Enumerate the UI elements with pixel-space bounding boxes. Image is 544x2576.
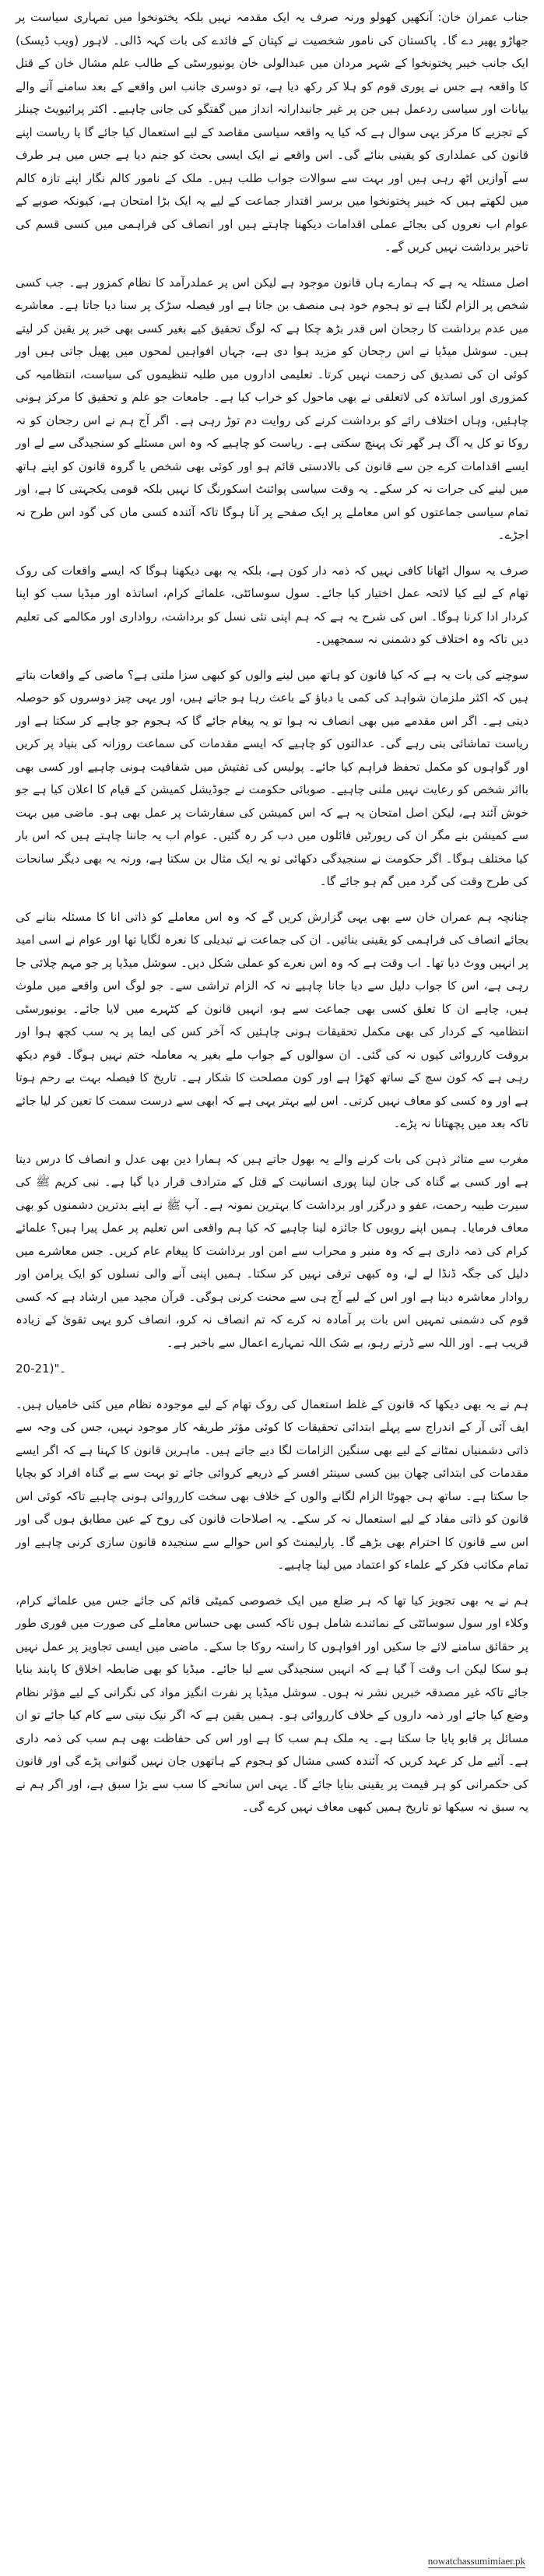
paragraph-7: ہم نے یہ بھی دیکھا کہ قانون کے غلط استعمال کی روک تھام کے لیے موجودہ نظام میں کئی خامیاں ہیں۔ ایف آئی آر کے اندراج سے پہلے ابتدائی تحقیقات کا کوئی مؤثر طریقہ کار موجود نہیں، جس کی وجہ سے ذاتی دشمنیاں نمٹانے کے لیے بھی سنگین الزامات لگا دیے جاتے ہیں۔ ماہرین قانون کا کہنا ہے کہ اگر ایسے مقدمات کی ابتدائی چھان بین کسی سینئر افسر کے ذریعے کروائی جائے تو بہت سے بے گناہ افراد کو بچایا جا سکتا ہے۔ ساتھ ہی جھوٹا الزام لگانے والوں کے خلاف بھی سخت کارروائی ہونی چاہیے تاکہ کوئی اس قانون کو ذاتی مفاد کے لیے استعمال نہ کر سکے۔ یہ اصلاحات قانون کی روح کے عین مطابق ہوں گی اور اس سے قانون کا احترام بھی بڑھے گا۔ پارلیمنٹ کو اس حوالے سے سنجیدہ قانون سازی کرنی چاہیے اور تمام مکاتب فکر کے علماء کو اعتماد میں لینا چاہیے۔ xyxy=(16,1397,528,1572)
paragraph-4: سوچنے کی بات یہ ہے کہ کیا قانون کو ہاتھ میں لینے والوں کو کبھی سزا ملتی ہے؟ ماضی کے واقعات بتاتے ہیں کہ اکثر ملزمان شواہد کی کمی یا دباؤ کے باعث رہا ہو جاتے ہیں، اور یہی چیز دوسروں کو حوصلہ دیتی ہے۔ اگر اس مقدمے میں بھی انصاف نہ ہوا تو یہ پیغام جائے گا کہ ہجوم جو چاہے کر سکتا ہے اور ریاست تماشائی بنی رہے گی۔ عدالتوں کو چاہیے کہ ایسے مقدمات کی سماعت روزانہ کی بنیاد پر کریں اور گواہوں کو مکمل تحفظ فراہم کیا جائے۔ پولیس کی تفتیش میں شفافیت ہونی چاہیے اور کسی بھی بااثر شخص کو رعایت نہیں ملنی چاہیے۔ صوبائی حکومت نے جوڈیشل کمیشن کے قیام کا اعلان کیا ہے جو خوش آئند ہے، لیکن اصل امتحان یہ ہے کہ اس کمیشن کی سفارشات پر عمل بھی ہو۔ ماضی میں بہت سے کمیشن بنے مگر ان کی رپورٹیں فائلوں میں دب کر رہ گئیں۔ عوام اب یہ جاننا چاہتے ہیں کہ اس بار کیا مختلف ہوگا۔ اگر حکومت نے سنجیدگی دکھائی تو یہ ایک مثال بن سکتا ہے، ورنہ یہ بھی دیگر سانحات کی طرح وقت کی گرد میں گم ہو جائے گا۔ xyxy=(16,667,528,888)
paragraph-6: مغرب سے متاثر ذہن کی بات کرنے والے یہ بھول جاتے ہیں کہ ہمارا دین بھی عدل و انصاف کا درس دیتا ہے اور کسی بے گناہ کی جان لینا پوری انسانیت کے قتل کے مترادف قرار دیا گیا ہے۔ نبی کریم ﷺ کی سیرت طیبہ رحمت، عفو و درگزر اور برداشت کا بہترین نمونہ ہے۔ آپ ﷺ نے اپنے بدترین دشمنوں کو بھی معاف فرمایا۔ ہمیں اپنے رویوں کا جائزہ لینا چاہیے کہ کیا ہم واقعی اس تعلیم پر عمل پیرا ہیں؟ علمائے کرام کی ذمہ داری ہے کہ وہ منبر و محراب سے امن اور برداشت کا پیغام عام کریں۔ جس معاشرے میں دلیل کی جگہ ڈنڈا لے لے، وہ کبھی ترقی نہیں کر سکتا۔ ہمیں اپنی آنے والی نسلوں کو ایک پرامن اور روادار معاشرہ دینا ہے اور اس کے لیے آج ہی سے محنت کرنی ہوگی۔ قرآن مجید میں ارشاد ہے کہ کسی قوم کی دشمنی تمہیں اس بات پر آمادہ نہ کرے کہ تم انصاف نہ کرو، انصاف کرو یہی تقویٰ کے زیادہ قریب ہے۔ اور اللہ سے ڈرتے رہو، بے شک اللہ تمہارے اعمال سے باخبر ہے۔ xyxy=(16,1151,528,1350)
paragraph-5: چنانچہ ہم عمران خان سے بھی یہی گزارش کریں گے کہ وہ اس معاملے کو ذاتی انا کا مسئلہ بنانے کی بجائے انصاف کی فراہمی کو یقینی بنائیں۔ ان کی جماعت نے تبدیلی کا نعرہ لگایا تھا اور عوام نے اسی امید پر انہیں ووٹ دیا تھا۔ اب وقت ہے کہ وہ اس نعرے کو عملی شکل دیں۔ سوشل میڈیا پر جو مہم چلائی جا رہی ہے، اس کا جواب دلیل سے دیا جانا چاہیے نہ کہ الزام تراشی سے۔ جو لوگ اس واقعے میں ملوث ہیں، چاہے ان کا تعلق کسی بھی جماعت سے ہو، انہیں قانون کے کٹہرے میں لایا جائے۔ یونیورسٹی انتظامیہ کے کردار کی بھی مکمل تحقیقات ہونی چاہئیں کہ آخر کس کی ایما پر یہ سب کچھ ہوا اور بروقت کارروائی کیوں نہ کی گئی۔ ان سوالوں کے جواب ملے بغیر یہ معاملہ ختم نہیں ہوگا۔ قوم دیکھ رہی ہے کہ کون سچ کے ساتھ کھڑا ہے اور کون مصلحت کا شکار ہے۔ تاریخ کا فیصلہ بہت بے رحم ہوتا ہے اور وہ کسی کو معاف نہیں کرتی۔ اس لیے بہتر یہی ہے کہ ابھی سے درست سمت کا تعین کر لیا جائے تاکہ بعد میں پچھتانا نہ پڑے۔ xyxy=(16,909,528,1130)
paragraph-3: صرف یہ سوال اٹھانا کافی نہیں کہ ذمہ دار کون ہے، بلکہ یہ بھی دیکھنا ہوگا کہ ایسے واقعات کی روک تھام کے لیے کیا لائحہ عمل اختیار کیا جائے۔ سول سوسائٹی، علمائے کرام، اساتذہ اور میڈیا سب کو اپنا کردار ادا کرنا ہوگا۔ اس کی شرح یہ ہے کہ ہم اپنی نئی نسل کو برداشت، رواداری اور مکالمے کی تعلیم دیں تاکہ وہ اختلاف کو دشمنی نہ سمجھیں۔ xyxy=(16,563,528,646)
article-body xyxy=(16,6,528,1819)
verse-reference: 20-21)"۔ xyxy=(16,1362,67,1376)
paragraph-2: اصل مسئلہ یہ ہے کہ ہمارے ہاں قانون موجود ہے لیکن اس پر عملدرآمد کا نظام کمزور ہے۔ جب کسی شخص پر الزام لگتا ہے تو ہجوم خود ہی منصف بن جاتا ہے اور فیصلہ سڑک پر سنا دیا جاتا ہے۔ معاشرے میں عدم برداشت کا رجحان اس قدر بڑھ چکا ہے کہ لوگ تحقیق کیے بغیر کسی بھی خبر پر یقین کر لیتے ہیں۔ سوشل میڈیا نے اس رجحان کو مزید ہوا دی ہے، جہاں افواہیں لمحوں میں پھیل جاتی ہیں اور کوئی ان کی تصدیق کی زحمت نہیں کرتا۔ تعلیمی اداروں میں طلبہ تنظیموں کی سیاست، انتظامیہ کی کمزوری اور اساتذہ کی لاتعلقی نے بھی ماحول کو خراب کیا ہے۔ جامعات جو علم و تحقیق کا مرکز ہونی چاہئیں، وہاں اختلاف رائے کو برداشت کرنے کی روایت دم توڑ رہی ہے۔ اگر آج ہم نے اس رجحان کو نہ روکا تو کل یہ آگ ہر گھر تک پہنچ سکتی ہے۔ ریاست کو چاہیے کہ وہ اس مسئلے کو سنجیدگی سے لے اور ایسے اقدامات کرے جن سے قانون کی بالادستی قائم ہو اور کوئی بھی شخص یا گروہ قانون کو اپنے ہاتھ میں لینے کی جرات نہ کر سکے۔ یہ وقت سیاسی پوائنٹ اسکورنگ کا نہیں بلکہ قومی یکجہتی کا ہے، اور تمام سیاسی جماعتوں کو اس معاملے پر ایک صفحے پر آنا ہوگا تاکہ آئندہ کسی ماں کی گود اس طرح نہ اجڑے۔ xyxy=(16,275,528,542)
source-link[interactable]: nowatchassumimiaer.pk xyxy=(427,2555,525,2567)
paragraph-1: جناب عمران خان: آنکھیں کھولو ورنہ صرف یہ ایک مقدمہ نہیں بلکہ پختونخوا میں تمہاری سیاست پر جھاڑو پھیر دے گا۔ پاکستان کی نامور شخصیت نے کپتان کے فائدے کی بات کہہ ڈالی۔ لاہور (ویب ڈیسک) ایک جانب خیبر پختونخوا کے شہر مردان میں عبدالولی خان یونیورسٹی کے طالب علم مشال خان کے قتل کا واقعہ ہے جس نے پوری قوم کو ہلا کر رکھ دیا ہے، تو دوسری جانب اس واقعے کے بعد سامنے آنے والے بیانات اور سیاسی ردعمل ہیں جن پر غیر جانبدارانہ انداز میں گفتگو کی جانی چاہیے۔ اکثر پرائیویٹ چینلز کے تجزیے کا مرکز یہی سوال ہے کہ کیا یہ واقعہ سیاسی مقاصد کے لیے استعمال کیا جائے گا یا ریاست اپنے قانون کی عملداری کو یقینی بنائے گی۔ اس واقعے نے ایک ایسی بحث کو جنم دیا ہے جس میں ہر طرف سے آوازیں اٹھ رہی ہیں اور بہت سے سوالات جواب طلب ہیں۔ ملک کے نامور کالم نگار اپنے تازہ کالم میں لکھتے ہیں کہ خیبر پختونخوا میں برسر اقتدار جماعت کے لیے یہ ایک بڑا امتحان ہے، کیونکہ صوبے کے عوام اب نعروں کی بجائے عملی اقدامات دیکھنا چاہتے ہیں اور انصاف کی فراہمی میں کسی قسم کی تاخیر برداشت نہیں کریں گے۔ xyxy=(16,10,528,254)
paragraph-8: ہم نے یہ بھی تجویز کیا تھا کہ ہر ضلع میں ایک خصوصی کمیٹی قائم کی جائے جس میں علمائے کرام، وکلاء اور سول سوسائٹی کے نمائندے شامل ہوں تاکہ کسی بھی حساس معاملے کی صورت میں فوری طور پر حقائق سامنے لائے جا سکیں اور افواہوں کا راستہ روکا جا سکے۔ ماضی میں ایسی تجاویز پر عمل نہیں ہو سکا لیکن اب وقت آ گیا ہے کہ انہیں سنجیدگی سے لیا جائے۔ میڈیا کو بھی ضابطہ اخلاق کا پابند بنایا جائے تاکہ غیر مصدقہ خبریں نشر نہ ہوں۔ سوشل میڈیا پر نفرت انگیز مواد کی نگرانی کے لیے مؤثر نظام وضع کیا جائے اور ذمہ داروں کے خلاف کارروائی ہو۔ ہمیں یقین ہے کہ اگر نیک نیتی سے کام کیا جائے تو ان مسائل پر قابو پایا جا سکتا ہے۔ یہ ملک ہم سب کا ہے اور اس کی حفاظت بھی ہم سب کی ذمہ داری ہے۔ آئیے مل کر عہد کریں کہ آئندہ کسی مشال کو ہجوم کے ہاتھوں جان نہیں گنوانی پڑے گی اور قانون کی حکمرانی کو ہر قیمت پر یقینی بنایا جائے گا۔ یہی اس سانحے کا سب سے بڑا سبق ہے، اور اگر ہم نے یہ سبق نہ سیکھا تو تاریخ ہمیں کبھی معاف نہیں کرے گی۔ xyxy=(16,1593,528,1814)
